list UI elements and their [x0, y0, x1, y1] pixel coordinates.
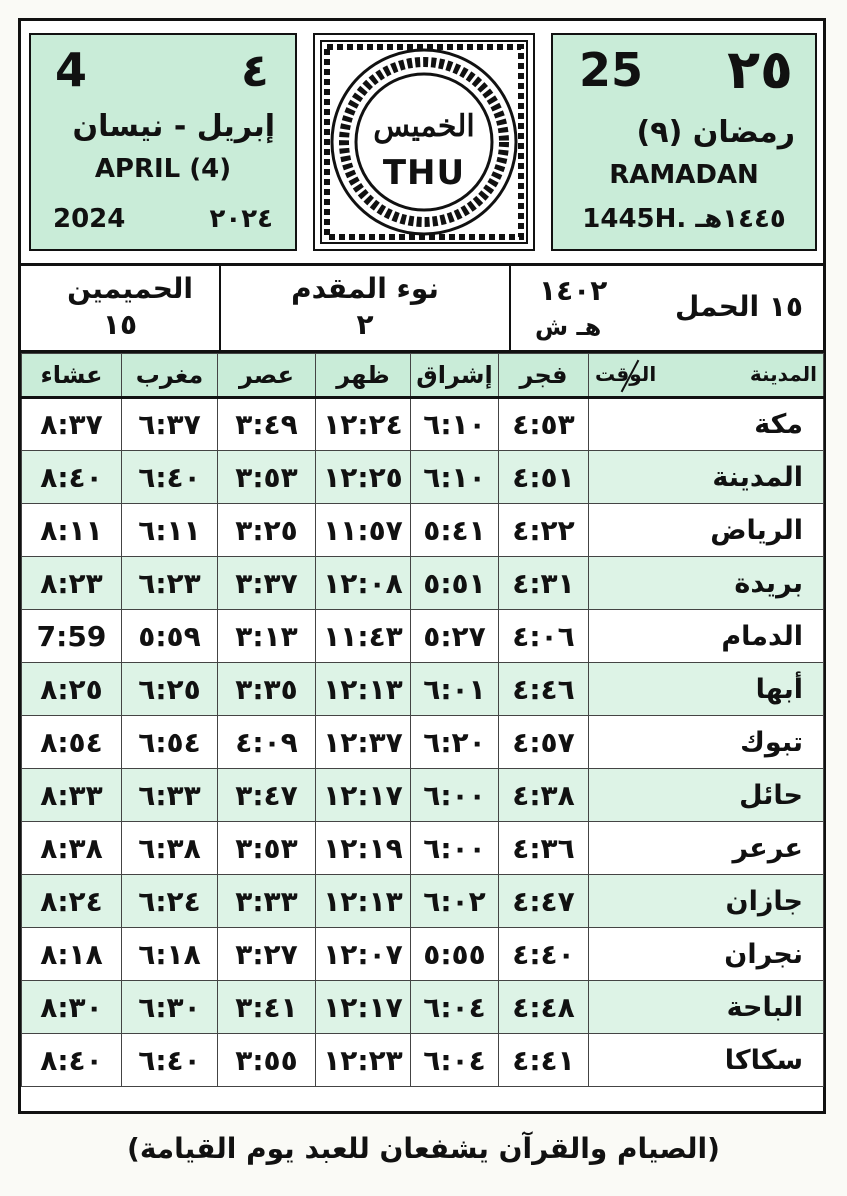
cell-fajr: ٤:٤٠	[499, 928, 589, 981]
table-row	[22, 1034, 824, 1087]
cell-asr: ٣:٥٥	[218, 1034, 316, 1087]
cell-asr: ٣:٣٥	[218, 663, 316, 716]
cell-dhuhr: ١١:٤٣	[316, 610, 411, 663]
weather-cell	[219, 266, 509, 350]
cell-dhuhr: ١٢:١٩	[316, 822, 411, 875]
gregorian-month-arabic: إبريل - نيسان	[72, 109, 275, 144]
cell-maghrib: ٦:٣٣	[122, 769, 218, 822]
calendar-page	[18, 18, 826, 1114]
cell-fajr: ٤:٣٨	[499, 769, 589, 822]
cell-shuruq: ٦:٠١	[411, 663, 499, 716]
cell-isha: 7:59	[22, 610, 122, 663]
cell-isha: ٨:٥٤	[22, 716, 122, 769]
header-city: المدينة	[749, 362, 817, 386]
cell-isha: ٨:٢٥	[22, 663, 122, 716]
table-row	[22, 928, 824, 981]
hijri-day-latin: 25	[579, 43, 644, 97]
cell-shuruq: ٦:١٠	[411, 451, 499, 504]
cell-maghrib: ٦:٤٠	[122, 451, 218, 504]
star-name: الحميمين	[67, 272, 193, 305]
gregorian-day-arabic: ٤	[240, 43, 269, 97]
cell-asr: ٣:٥٣	[218, 451, 316, 504]
header-city-time	[589, 354, 824, 398]
header-time: الوقت	[595, 362, 657, 386]
cell-shuruq: ٥:٥٥	[411, 928, 499, 981]
cell-city: المدينة	[589, 451, 824, 504]
cell-shuruq: ٦:٠٤	[411, 1034, 499, 1087]
cell-asr: ٣:١٣	[218, 610, 316, 663]
cell-shuruq: ٥:٥١	[411, 557, 499, 610]
cell-isha: ٨:٤٠	[22, 1034, 122, 1087]
cell-fajr: ٤:٤٧	[499, 875, 589, 928]
star-cell	[21, 266, 219, 350]
cell-dhuhr: ١١:٥٧	[316, 504, 411, 557]
cell-shuruq: ٦:٠٠	[411, 822, 499, 875]
table-row	[22, 610, 824, 663]
cell-city: الدمام	[589, 610, 824, 663]
cell-fajr: ٤:٥٧	[499, 716, 589, 769]
cell-maghrib: ٦:٢٤	[122, 875, 218, 928]
cell-asr: ٣:٤٧	[218, 769, 316, 822]
table-row	[22, 663, 824, 716]
table-row	[22, 398, 824, 451]
cell-city: أبها	[589, 663, 824, 716]
cell-isha: ٨:٣٣	[22, 769, 122, 822]
solar-label: هـ ش	[535, 313, 602, 341]
cell-dhuhr: ١٢:٢٥	[316, 451, 411, 504]
cell-shuruq: ٥:٤١	[411, 504, 499, 557]
weather-day: ٢	[356, 308, 374, 341]
cell-maghrib: ٦:٣٧	[122, 398, 218, 451]
hijri-day-arabic: ٢٥	[727, 38, 793, 101]
cell-city: نجران	[589, 928, 824, 981]
cell-fajr: ٤:٥٣	[499, 398, 589, 451]
cell-fajr: ٤:٤٨	[499, 981, 589, 1034]
cell-dhuhr: ١٢:١٧	[316, 981, 411, 1034]
header-maghrib: مغرب	[122, 354, 218, 398]
cell-fajr: ٤:٤٦	[499, 663, 589, 716]
cell-maghrib: ٦:٢٥	[122, 663, 218, 716]
cell-city: بريدة	[589, 557, 824, 610]
cell-fajr: ٤:٣٦	[499, 822, 589, 875]
header-asr: عصر	[218, 354, 316, 398]
gregorian-month-latin: APRIL (4)	[94, 154, 232, 184]
weather-name: نوء المقدم	[291, 272, 439, 305]
header-shuruq: إشراق	[411, 354, 499, 398]
hijri-year: 1445H. ١٤٤٥هـ	[582, 204, 786, 234]
cell-city: جازان	[589, 875, 824, 928]
cell-maghrib: ٦:٢٣	[122, 557, 218, 610]
cell-city: مكة	[589, 398, 824, 451]
cell-fajr: ٤:٠٦	[499, 610, 589, 663]
info-row	[21, 263, 823, 353]
cell-dhuhr: ١٢:٠٨	[316, 557, 411, 610]
hijri-month-latin: RAMADAN	[609, 160, 759, 190]
zodiac-date: ١٥ الحمل	[675, 290, 803, 323]
hijri-date-box	[551, 33, 817, 251]
cell-maghrib: ٦:٥٤	[122, 716, 218, 769]
cell-shuruq: ٦:٠٠	[411, 769, 499, 822]
cell-dhuhr: ١٢:١٧	[316, 769, 411, 822]
cell-shuruq: ٥:٢٧	[411, 610, 499, 663]
date-header	[21, 21, 823, 263]
cell-isha: ٨:١٨	[22, 928, 122, 981]
header-dhuhr: ظهر	[316, 354, 411, 398]
cell-asr: ٣:٤٩	[218, 398, 316, 451]
gregorian-year-arabic: ٢٠٢٤	[209, 204, 273, 234]
table-row	[22, 981, 824, 1034]
cell-asr: ٤:٠٩	[218, 716, 316, 769]
weekday-latin: THU	[382, 153, 466, 193]
header-isha: عشاء	[22, 354, 122, 398]
cell-dhuhr: ١٢:٠٧	[316, 928, 411, 981]
cell-maghrib: ٥:٥٩	[122, 610, 218, 663]
cell-isha: ٨:٣٨	[22, 822, 122, 875]
gregorian-day-latin: 4	[55, 43, 88, 97]
solar-cell	[509, 266, 823, 350]
cell-maghrib: ٦:١١	[122, 504, 218, 557]
cell-dhuhr: ١٢:١٣	[316, 875, 411, 928]
cell-asr: ٣:٥٣	[218, 822, 316, 875]
cell-asr: ٣:٣٣	[218, 875, 316, 928]
cell-city: تبوك	[589, 716, 824, 769]
cell-isha: ٨:٣٠	[22, 981, 122, 1034]
solar-year: ١٤٠٢	[539, 274, 608, 307]
cell-city: سكاكا	[589, 1034, 824, 1087]
cell-asr: ٣:٤١	[218, 981, 316, 1034]
gregorian-date-box	[29, 33, 297, 251]
cell-city: عرعر	[589, 822, 824, 875]
cell-maghrib: ٦:٤٠	[122, 1034, 218, 1087]
table-row	[22, 875, 824, 928]
cell-fajr: ٤:٥١	[499, 451, 589, 504]
cell-shuruq: ٦:٠٤	[411, 981, 499, 1034]
cell-shuruq: ٦:٠٢	[411, 875, 499, 928]
cell-shuruq: ٦:١٠	[411, 398, 499, 451]
cell-city: الباحة	[589, 981, 824, 1034]
cell-dhuhr: ١٢:٢٤	[316, 398, 411, 451]
cell-isha: ٨:٢٣	[22, 557, 122, 610]
cell-isha: ٨:٤٠	[22, 451, 122, 504]
cell-fajr: ٤:٢٢	[499, 504, 589, 557]
table-row	[22, 504, 824, 557]
cell-city: الرياض	[589, 504, 824, 557]
hijri-month-arabic: رمضان (٩)	[636, 115, 795, 150]
table-row	[22, 557, 824, 610]
cell-maghrib: ٦:٣٠	[122, 981, 218, 1034]
cell-isha: ٨:٢٤	[22, 875, 122, 928]
cell-asr: ٣:٢٥	[218, 504, 316, 557]
header-fajr: فجر	[499, 354, 589, 398]
table-row	[22, 822, 824, 875]
cell-city: حائل	[589, 769, 824, 822]
cell-maghrib: ٦:١٨	[122, 928, 218, 981]
weekday-emblem	[313, 33, 535, 251]
cell-shuruq: ٦:٢٠	[411, 716, 499, 769]
cell-fajr: ٤:٤١	[499, 1034, 589, 1087]
cell-isha: ٨:١١	[22, 504, 122, 557]
cell-isha: ٨:٣٧	[22, 398, 122, 451]
cell-dhuhr: ١٢:٣٧	[316, 716, 411, 769]
table-body	[22, 398, 824, 1087]
cell-fajr: ٤:٣١	[499, 557, 589, 610]
cell-asr: ٣:٣٧	[218, 557, 316, 610]
cell-asr: ٣:٢٧	[218, 928, 316, 981]
cell-dhuhr: ١٢:١٣	[316, 663, 411, 716]
gregorian-year-latin: 2024	[53, 204, 126, 234]
table-row	[22, 716, 824, 769]
prayer-times-table	[21, 353, 824, 1087]
cell-maghrib: ٦:٣٨	[122, 822, 218, 875]
table-header-row	[22, 354, 824, 398]
star-day: ١٥	[102, 308, 138, 341]
weekday-arabic: الخميس	[373, 109, 475, 144]
table-row	[22, 769, 824, 822]
footer-quote: (الصيام والقرآن يشفعان للعبد يوم القيامة)	[127, 1132, 720, 1165]
cell-dhuhr: ١٢:٢٣	[316, 1034, 411, 1087]
table-row	[22, 451, 824, 504]
